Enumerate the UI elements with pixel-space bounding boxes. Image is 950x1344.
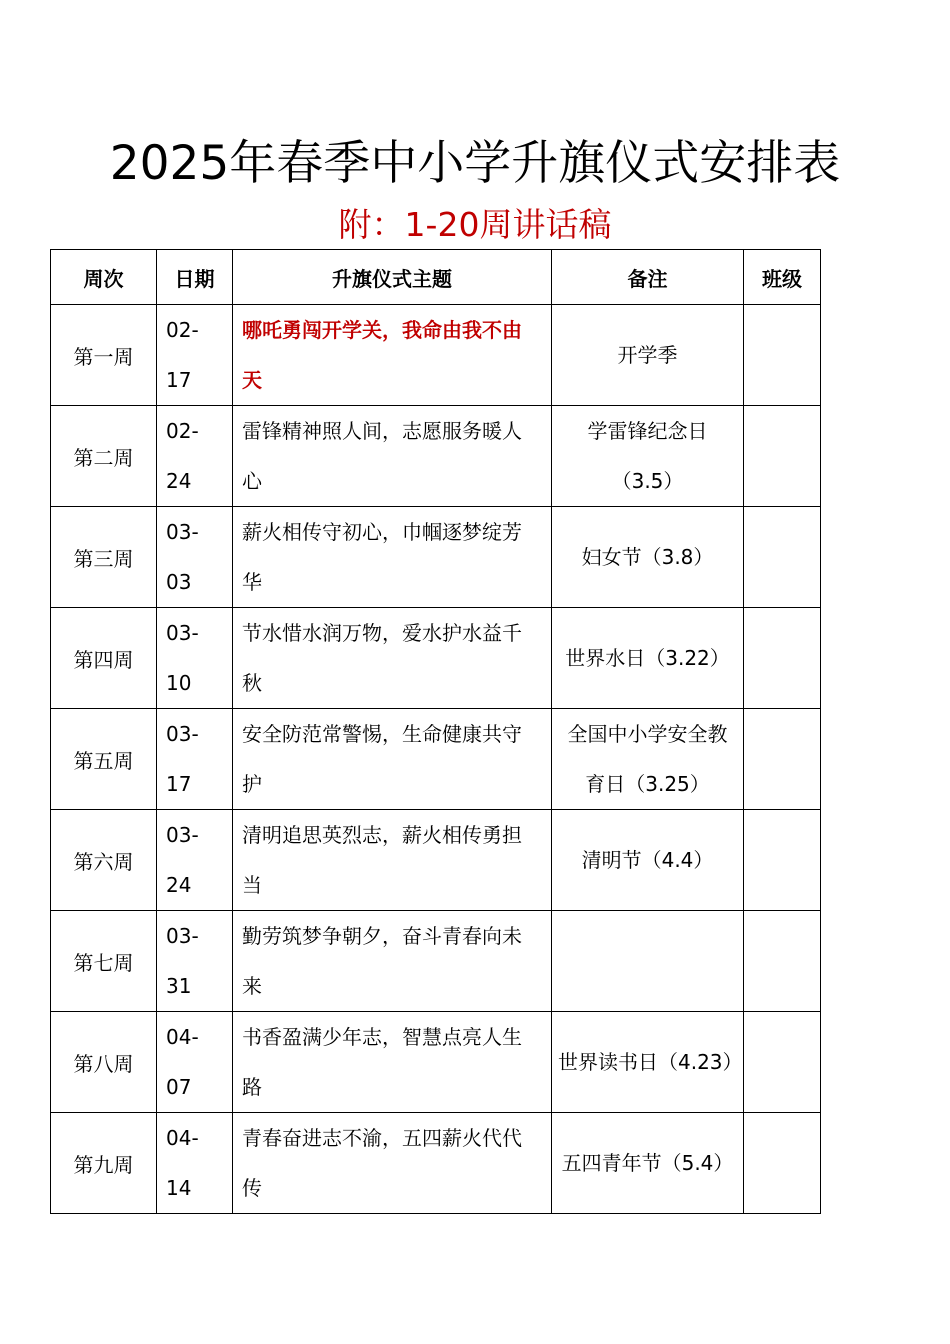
class-cell [744,709,821,810]
class-cell [744,406,821,507]
note-cell: 五四青年节（5.4） [552,1113,744,1214]
week-cell: 第一周 [51,305,157,406]
page-title: 2025年春季中小学升旗仪式安排表 [109,136,841,191]
week-cell: 第三周 [51,507,157,608]
header-week: 周次 [51,250,157,305]
theme-cell: 书香盈满少年志，智慧点亮人生路 [233,1012,552,1113]
header-date: 日期 [157,250,233,305]
theme-cell: 哪吒勇闯开学关，我命由我不由天 [233,305,552,406]
date-cell: 04- 14 [157,1113,233,1214]
note-cell: 全国中小学安全教育日（3.25） [552,709,744,810]
note-cell: 世界读书日（4.23） [552,1012,744,1113]
theme-cell: 雷锋精神照人间，志愿服务暖人心 [233,406,552,507]
table-row [51,1113,821,1214]
theme-cell: 安全防范常警惕，生命健康共守护 [233,709,552,810]
week-cell: 第九周 [51,1113,157,1214]
theme-cell: 薪火相传守初心，巾帼逐梦绽芳华 [233,507,552,608]
class-cell [744,305,821,406]
date-cell: 02- 17 [157,305,233,406]
theme-cell: 青春奋进志不渝，五四薪火代代传 [233,1113,552,1214]
week-cell: 第二周 [51,406,157,507]
class-cell [744,1012,821,1113]
note-cell: 世界水日（3.22） [552,608,744,709]
theme-cell: 清明追思英烈志，薪火相传勇担当 [233,810,552,911]
header-class: 班级 [744,250,821,305]
class-cell [744,1113,821,1214]
note-cell: 妇女节（3.8） [552,507,744,608]
class-cell [744,507,821,608]
table-row [51,608,821,709]
table-row [51,1012,821,1113]
theme-cell: 勤劳筑梦争朝夕，奋斗青春向未来 [233,911,552,1012]
page-subtitle: 附：1-20周讲话稿 [338,205,612,244]
table-row [51,406,821,507]
class-cell [744,911,821,1012]
date-cell: 03- 10 [157,608,233,709]
table-row [51,507,821,608]
table-row [51,911,821,1012]
header-note: 备注 [552,250,744,305]
week-cell: 第四周 [51,608,157,709]
date-cell: 03- 31 [157,911,233,1012]
note-cell [552,911,744,1012]
week-cell: 第七周 [51,911,157,1012]
date-cell: 03- 17 [157,709,233,810]
note-cell: 开学季 [552,305,744,406]
date-cell: 02- 24 [157,406,233,507]
class-cell [744,810,821,911]
table-header-row [51,250,821,305]
table-row [51,709,821,810]
note-cell: 清明节（4.4） [552,810,744,911]
week-cell: 第八周 [51,1012,157,1113]
note-cell: 学雷锋纪念日（3.5） [552,406,744,507]
date-cell: 03- 03 [157,507,233,608]
theme-cell: 节水惜水润万物，爱水护水益千秋 [233,608,552,709]
class-cell [744,608,821,709]
date-cell: 03- 24 [157,810,233,911]
date-cell: 04- 07 [157,1012,233,1113]
table-row [51,305,821,406]
week-cell: 第六周 [51,810,157,911]
header-theme: 升旗仪式主题 [233,250,552,305]
week-cell: 第五周 [51,709,157,810]
table-row [51,810,821,911]
schedule-table [50,249,821,1214]
